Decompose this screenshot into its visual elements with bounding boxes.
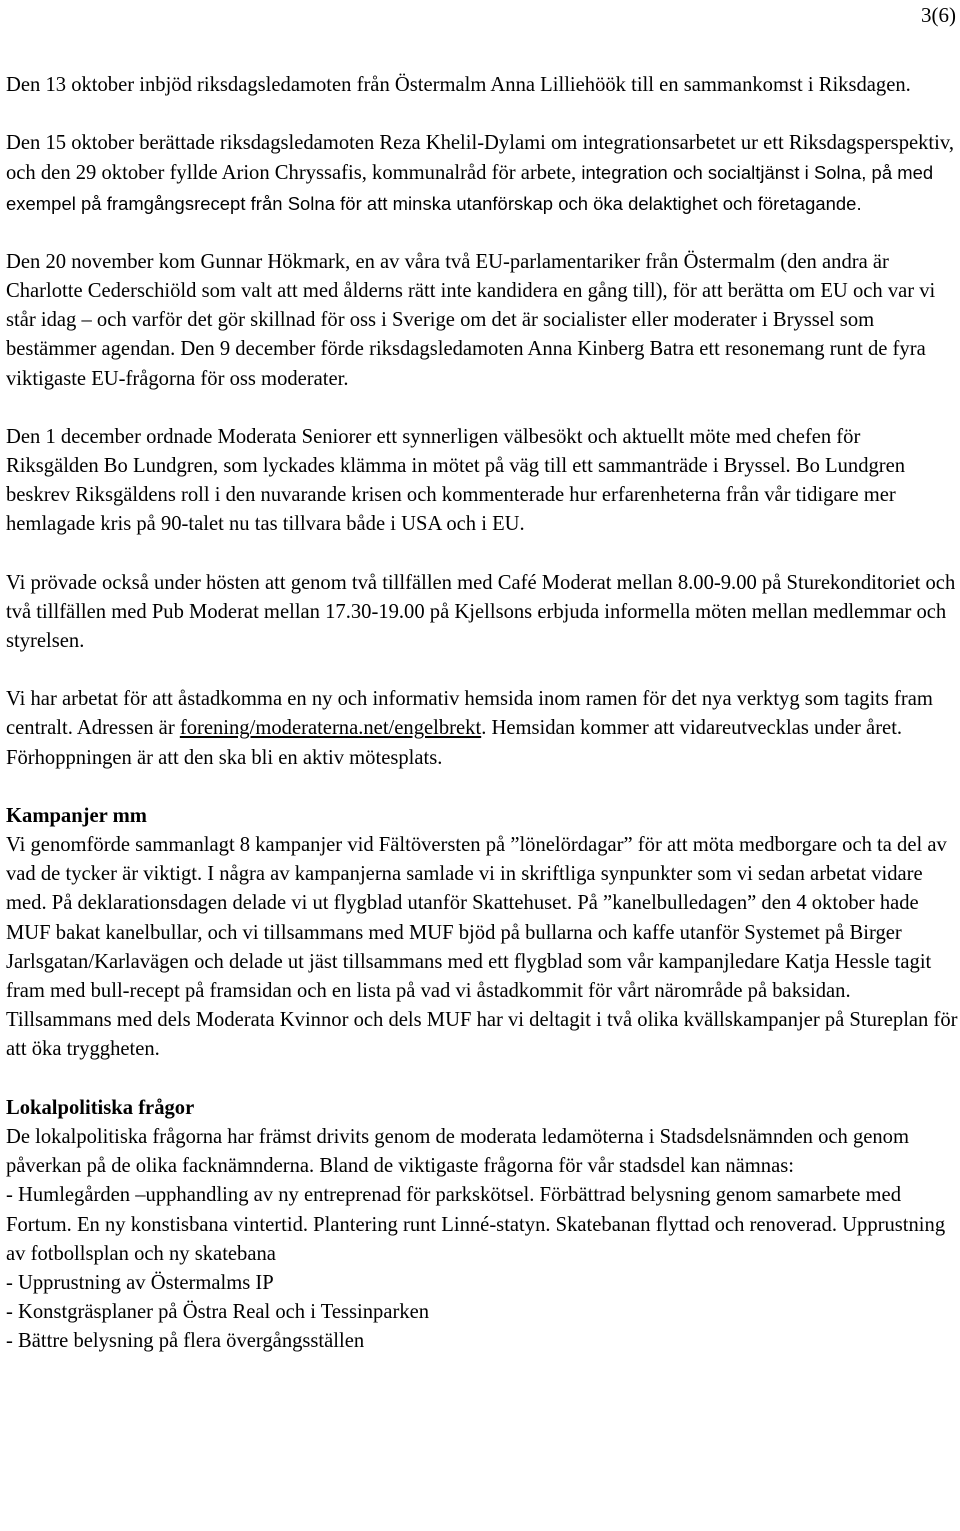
section-lokalpolitik — [6, 1094, 958, 1357]
hemsida-text-after: . Hemsidan kommer att vidareutvecklas under året. Förhoppningen är att den ska bli en aktiv mötesplats. — [6, 717, 903, 769]
list-item: - Konstgräsplaner på Östra Real och i Tessinparken — [6, 1301, 430, 1324]
paragraph-moderata-seniorer: Den 1 december ordnade Moderata Seniorer ett synnerligen välbesökt och aktuellt möte med chefen för Riksgälden Bo Lundgren, som lyckades klämma in mötet på väg till ett sammanträde i Bryssel. Bo Lundgren beskrev Riksgäldens roll i den nuvarande krisen och kommenterade hur erfarenheterna från vår tidigare mer hemlagade kris på 90-talet nu tas tillvara både i USA och i EU. — [6, 425, 906, 536]
paragraph-text-serif: Den 15 oktober berättade riksdagsledamoten Reza Khelil-Dylami om integrationsarbetet ur ett Riksdagsperspektiv, och den 29 oktober fyllde Arion Chryssafis, kommunalråd för arbete, — [6, 132, 954, 185]
page-number: 3(6) — [921, 3, 956, 27]
hemsida-text-before: Vi har arbetat för att åstadkomma en ny och informativ hemsida inom ramen för det nya verktyg som tagits fram centralt. Adressen är — [6, 688, 933, 740]
paragraph-riksdagsledamot-lilliehook: Den 13 oktober inbjöd riksdagsledamoten från Östermalm Anna Lilliehöök till en sammankomst i Riksdagen. — [6, 74, 911, 96]
list-item: - Bättre belysning på flera övergångsställen — [6, 1330, 365, 1353]
paragraph-hemsida — [6, 685, 958, 773]
section-heading-kampanjer: Kampanjer mm — [6, 804, 147, 827]
document-body — [6, 71, 958, 1357]
paragraph-reza-khelil-dylami — [6, 129, 958, 219]
section-heading-lokalpolitik: Lokalpolitiska frågor — [6, 1096, 195, 1119]
list-item: - Upprustning av Östermalms IP — [6, 1271, 274, 1294]
paragraph-text-sans: integration och socialtjänst i Solna, på med exempel på framgångsrecept från Solna för att minska utanförskap och öka delaktighet och företagande. — [6, 162, 934, 214]
paragraph-cafe-moderat: Vi prövade också under hösten att genom två tillfällen med Café Moderat mellan 8.00-9.00 på Sturekonditoriet och två tillfällen med Pub Moderat mellan 17.30-19.00 på Kjellsons erbjuda informella möten mellan medlemmar och styrelsen. — [6, 571, 956, 653]
hemsida-link[interactable]: forening/moderaterna.net/engelbrekt — [179, 717, 482, 740]
section-kampanjer — [6, 802, 958, 1065]
kampanjer-text: Vi genomförde sammanlagt 8 kampanjer vid Fältöversten på ”lönelördagar” för att möta medborgare och ta del av vad de tycker är viktigt. I några av kampanjerna samlade vi in skriftliga synpunkter som vi sedan arbetat vidare med. På deklarationsdagen delade vi ut flygblad utanför Skattehuset. På ”kanelbulledagen” den 4 oktober hade MUF bakat kanelbullar, och vi tillsammans med MUF bjöd på bullarna och kaffe utanför Systemet på Birger Jarlsgatan/Karlavägen och delade ut jäst tillsammans med ett flygblad som vår kampanjledare Katja Hessle tagit fram med bull-recept på framsidan och en lista på vad vi åstadkommit för vårt närområde på baksidan. Tillsammans med dels Moderata Kvinnor och dels MUF har vi deltagit i två olika kvällskampanjer på Stureplan för att öka tryggheten. — [6, 834, 958, 1061]
list-item: - Humlegården –upphandling av ny entreprenad för parkskötsel. Förbättrad belysning genom samarbete med Fortum. En ny konstisbana vintertid. Plantering runt Linné-statyn. Skatebanan flyttad och renoverad. Upprustning av fotbollsplan och ny skatebana — [6, 1184, 946, 1265]
lokalpolitik-intro: De lokalpolitiska frågorna har främst drivits genom de moderata ledamöterna i Stadsdelsnämnden och genom påverkan på de olika facknämnderna. Bland de viktigaste frågorna för vår stadsdel kan nämnas: — [6, 1125, 909, 1178]
paragraph-gunnar-hokmark: Den 20 november kom Gunnar Hökmark, en av våra två EU-parlamentariker från Östermalm (den andra är Charlotte Cederschiöld som valt att med ålderns rätt inte kandidera en gång till), för att berätta om EU och var vi står idag – och varför det gör skillnad för oss i Sverige om det är socialister eller moderater i Bryssel som bestämmer agendan. Den 9 december förde riksdagsledamoten Anna Kinberg Batra ett resonemang runt de fyra viktigaste EU-frågorna för oss moderater. — [6, 250, 936, 390]
